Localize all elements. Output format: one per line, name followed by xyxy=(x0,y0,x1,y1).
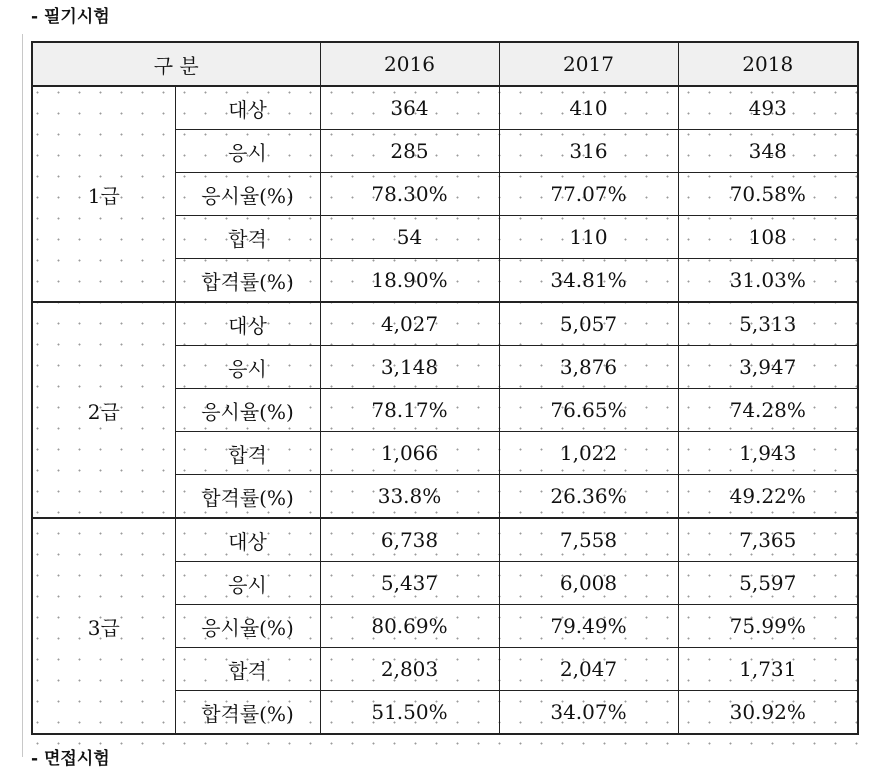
row-label: 대상 xyxy=(175,86,320,130)
value-cell: 285 xyxy=(320,130,499,173)
row-label: 응시율(%) xyxy=(175,605,320,648)
value-cell: 54 xyxy=(320,216,499,259)
value-cell: 6,008 xyxy=(499,562,678,605)
value-cell: 110 xyxy=(499,216,678,259)
value-cell: 5,313 xyxy=(678,302,858,346)
row-label: 합격률(%) xyxy=(175,475,320,519)
row-label: 응시 xyxy=(175,562,320,605)
grade-label: 2급 xyxy=(32,302,175,518)
value-cell: 7,558 xyxy=(499,518,678,562)
value-cell: 31.03% xyxy=(678,259,858,303)
value-cell: 78.17% xyxy=(320,389,499,432)
exam-stats-table xyxy=(31,41,859,735)
next-section-heading: - 면접시험 xyxy=(31,749,110,769)
value-cell: 108 xyxy=(678,216,858,259)
value-cell: 79.49% xyxy=(499,605,678,648)
value-cell: 34.07% xyxy=(499,691,678,735)
value-cell: 74.28% xyxy=(678,389,858,432)
value-cell: 1,022 xyxy=(499,432,678,475)
grade-group xyxy=(32,86,858,302)
grade-group xyxy=(32,302,858,518)
value-cell: 30.92% xyxy=(678,691,858,735)
value-cell: 49.22% xyxy=(678,475,858,519)
section-heading: - 필기시험 xyxy=(31,7,110,27)
header-category: 구 분 xyxy=(32,42,320,86)
value-cell: 34.81% xyxy=(499,259,678,303)
value-cell: 410 xyxy=(499,86,678,130)
value-cell: 348 xyxy=(678,130,858,173)
value-cell: 4,027 xyxy=(320,302,499,346)
value-cell: 78.30% xyxy=(320,173,499,216)
value-cell: 77.07% xyxy=(499,173,678,216)
value-cell: 70.58% xyxy=(678,173,858,216)
row-label: 응시 xyxy=(175,346,320,389)
value-cell: 3,148 xyxy=(320,346,499,389)
value-cell: 26.36% xyxy=(499,475,678,519)
value-cell: 18.90% xyxy=(320,259,499,303)
value-cell: 2,047 xyxy=(499,648,678,691)
header-year: 2018 xyxy=(678,42,858,86)
grade-group xyxy=(32,518,858,734)
row-label: 응시율(%) xyxy=(175,173,320,216)
row-label: 합격률(%) xyxy=(175,259,320,303)
value-cell: 6,738 xyxy=(320,518,499,562)
value-cell: 51.50% xyxy=(320,691,499,735)
row-label: 합격률(%) xyxy=(175,691,320,735)
table-row xyxy=(32,302,858,346)
value-cell: 7,365 xyxy=(678,518,858,562)
header-year: 2016 xyxy=(320,42,499,86)
row-label: 합격 xyxy=(175,432,320,475)
value-cell: 80.69% xyxy=(320,605,499,648)
value-cell: 3,876 xyxy=(499,346,678,389)
grade-label: 1급 xyxy=(32,86,175,302)
row-label: 대상 xyxy=(175,518,320,562)
value-cell: 33.8% xyxy=(320,475,499,519)
value-cell: 76.65% xyxy=(499,389,678,432)
value-cell: 3,947 xyxy=(678,346,858,389)
table-header-row xyxy=(32,42,858,86)
value-cell: 75.99% xyxy=(678,605,858,648)
value-cell: 364 xyxy=(320,86,499,130)
row-label: 응시 xyxy=(175,130,320,173)
value-cell: 493 xyxy=(678,86,858,130)
table-row xyxy=(32,518,858,562)
row-label: 대상 xyxy=(175,302,320,346)
value-cell: 2,803 xyxy=(320,648,499,691)
table-row xyxy=(32,86,858,130)
row-label: 응시율(%) xyxy=(175,389,320,432)
value-cell: 1,943 xyxy=(678,432,858,475)
value-cell: 316 xyxy=(499,130,678,173)
row-label: 합격 xyxy=(175,648,320,691)
value-cell: 1,066 xyxy=(320,432,499,475)
header-year: 2017 xyxy=(499,42,678,86)
row-label: 합격 xyxy=(175,216,320,259)
value-cell: 1,731 xyxy=(678,648,858,691)
value-cell: 5,597 xyxy=(678,562,858,605)
grade-label: 3급 xyxy=(32,518,175,734)
value-cell: 5,057 xyxy=(499,302,678,346)
value-cell: 5,437 xyxy=(320,562,499,605)
